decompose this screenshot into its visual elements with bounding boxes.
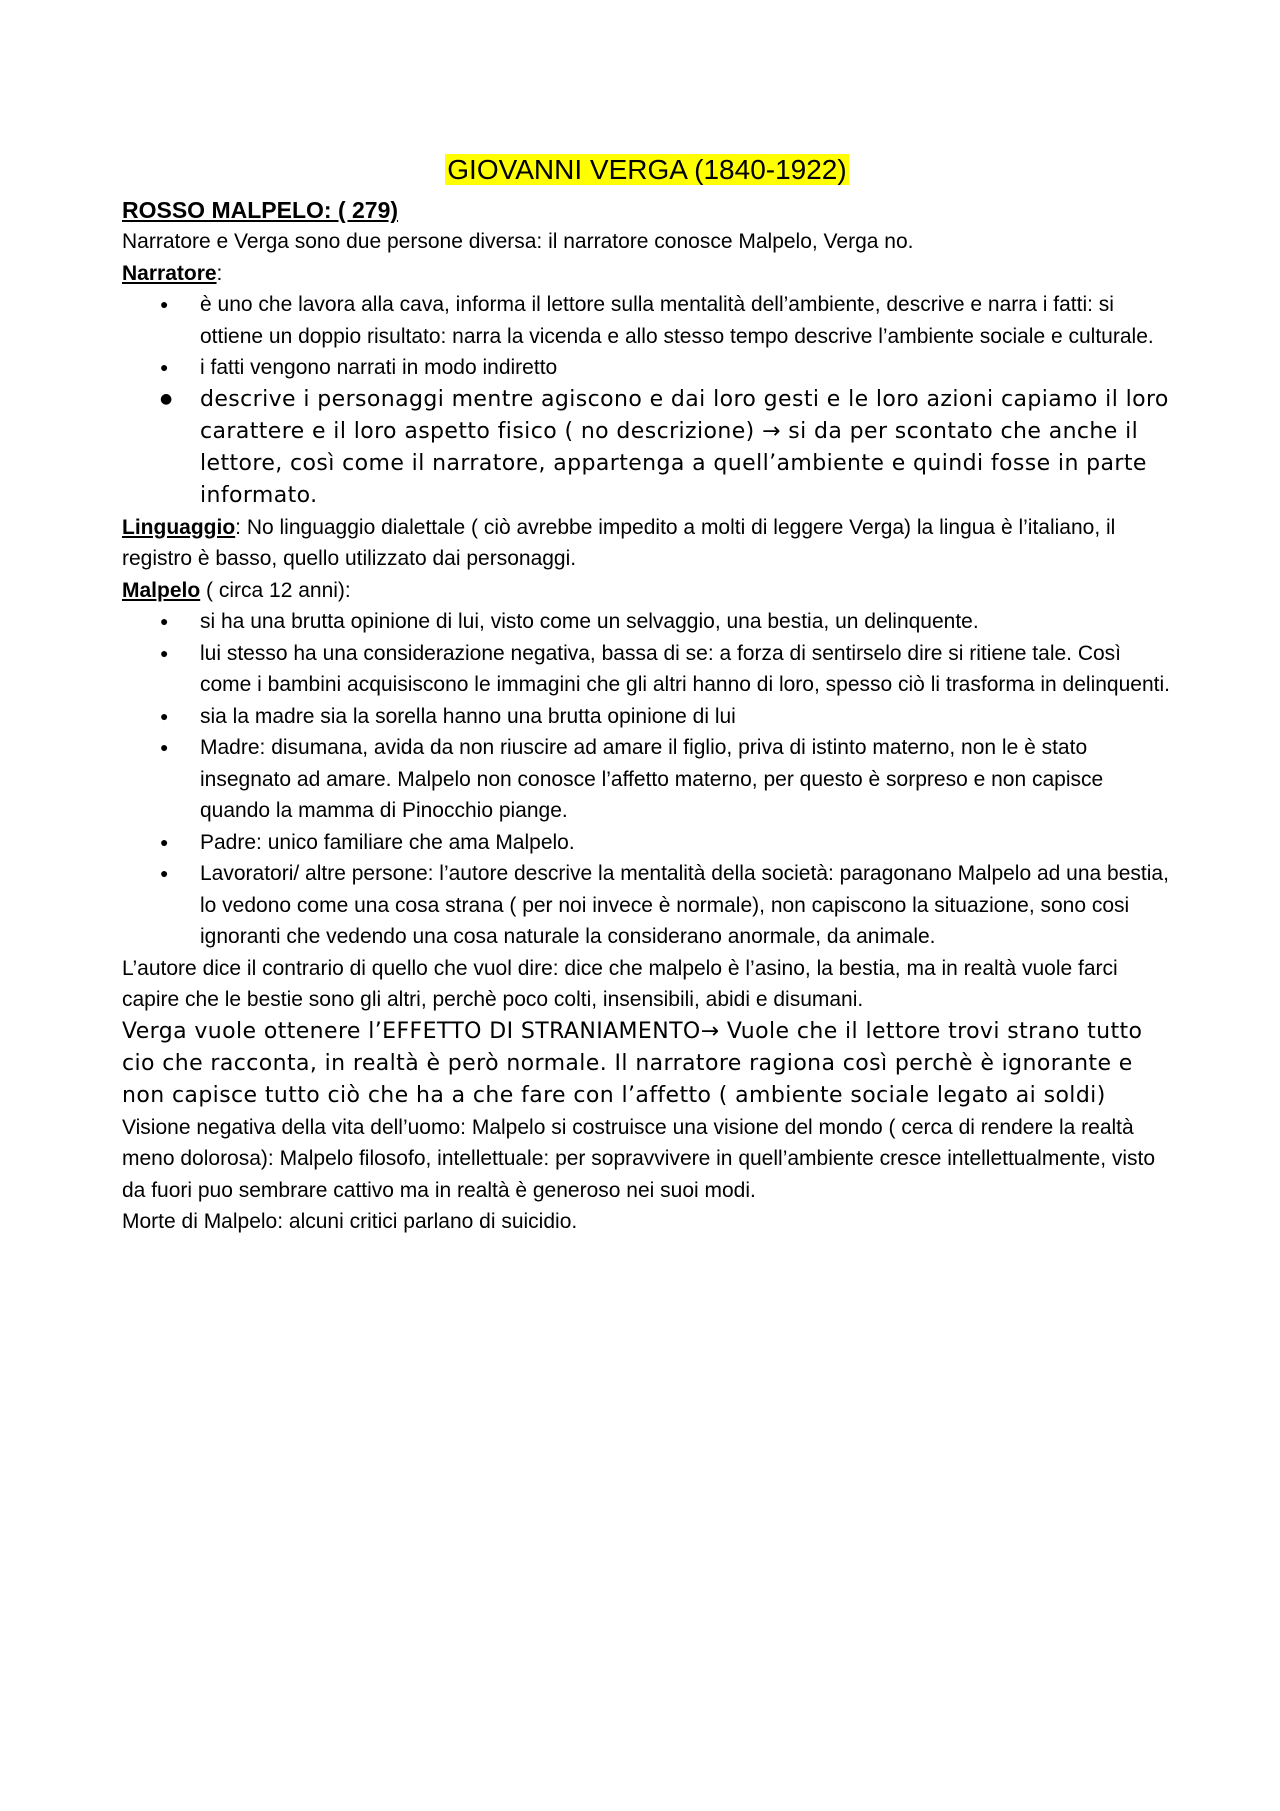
malpelo-label: Malpelo: [122, 578, 201, 602]
linguaggio-text: : No linguaggio dialettale ( ciò avrebbe impedito a molti di leggere Verga) la lingua è l’italiano, il registro è basso, quello utilizzato dai personaggi.: [122, 515, 1116, 570]
section-heading: ROSSO MALPELO: ( 279): [122, 197, 399, 223]
narratore-bullet-3: ● descrive i personaggi mentre agiscono e dai loro gesti e le loro azioni capiamo il loro carattere e il loro aspetto fisico ( no descrizione) → si da per scontato che anche il lettore, così come il narratore, appartenga a quell’ambiente e quindi fosse in parte informato.: [200, 384, 1172, 512]
malpelo-bullet-1: ● si ha una brutta opinione di lui, visto come un selvaggio, una bestia, un delinquente.: [200, 606, 1172, 638]
straniamento-paragraph: Verga vuole ottenere l’EFFETTO DI STRANIAMENTO→ Vuole che il lettore trovi strano tutto cio che racconta, in realtà è però normale. Il narratore ragiona così perchè è ignorante e non capisce tutto ciò che ha a che fare con l’affetto ( ambiente sociale legato ai soldi): [122, 1018, 1143, 1108]
narratore-list: [122, 289, 1172, 512]
malpelo-bullet-3: ● sia la madre sia la sorella hanno una brutta opinione di lui: [200, 701, 1172, 733]
title-line: [122, 150, 1172, 190]
visione-paragraph: Visione negativa della vita dell’uomo: Malpelo si costruisce una visione del mondo ( cerca di rendere la realtà meno dolorosa): Malpelo filosofo, intellettuale: per sopravvivere in quell’ambiente cresce intellettualmente, visto da fuori puo sembrare cattivo ma in realtà è generoso nei suoi modi.: [122, 1115, 1156, 1202]
document-page: [122, 150, 1172, 1238]
malpelo-suffix: ( circa 12 anni):: [200, 578, 351, 602]
intro-paragraph: Narratore e Verga sono due persone diversa: il narratore conosce Malpelo, Verga no.: [122, 230, 914, 253]
narratore-label: Narratore: [122, 261, 217, 285]
narratore-bullet-2: ● i fatti vengono narrati in modo indiretto: [200, 352, 1172, 384]
narratore-heading: [122, 258, 1172, 290]
linguaggio-label: Linguaggio: [122, 515, 236, 539]
malpelo-bullet-4: ● Madre: disumana, avida da non riuscire ad amare il figlio, priva di istinto materno, non le è stato insegnato ad amare. Malpelo non conosce l’affetto materno, per questo è sorpreso e non capisce quando la mamma di Pinocchio piange.: [200, 732, 1172, 827]
morte-paragraph: Morte di Malpelo: alcuni critici parlano di suicidio.: [122, 1210, 578, 1233]
malpelo-bullet-5: ● Padre: unico familiare che ama Malpelo.: [200, 827, 1172, 859]
malpelo-heading: [122, 575, 1172, 607]
narratore-bullet-1: ● è uno che lavora alla cava, informa il lettore sulla mentalità dell’ambiente, descrive e narra i fatti: si ottiene un doppio risultato: narra la vicenda e allo stesso tempo descrive l’ambiente sociale e culturale.: [200, 289, 1172, 352]
contrario-paragraph: L’autore dice il contrario di quello che vuol dire: dice che malpelo è l’asino, la bestia, ma in realtà vuole farci capire che le bestie sono gli altri, perchè poco colti, insensibili, abidi e disumani.: [122, 956, 1118, 1011]
malpelo-bullet-2: ● lui stesso ha una considerazione negativa, bassa di se: a forza di sentirselo dire si ritiene tale. Così come i bambini acquisiscono le immagini che gli altri hanno di loro, spesso ciò li trasforma in delinquenti.: [200, 638, 1172, 701]
linguaggio-paragraph: [122, 512, 1172, 575]
narratore-suffix: :: [216, 261, 223, 285]
malpelo-bullet-6: ● Lavoratori/ altre persone: l’autore descrive la mentalità della società: paragonano Malpelo ad una bestia, lo vedono come una cosa strana ( per noi invece è normale), non capiscono la situazione, sono cosi ignoranti che vedendo una cosa naturale la considerano anormale, da animale.: [200, 858, 1172, 953]
page-title: GIOVANNI VERGA (1840-1922): [447, 154, 847, 185]
malpelo-list: [122, 606, 1172, 953]
